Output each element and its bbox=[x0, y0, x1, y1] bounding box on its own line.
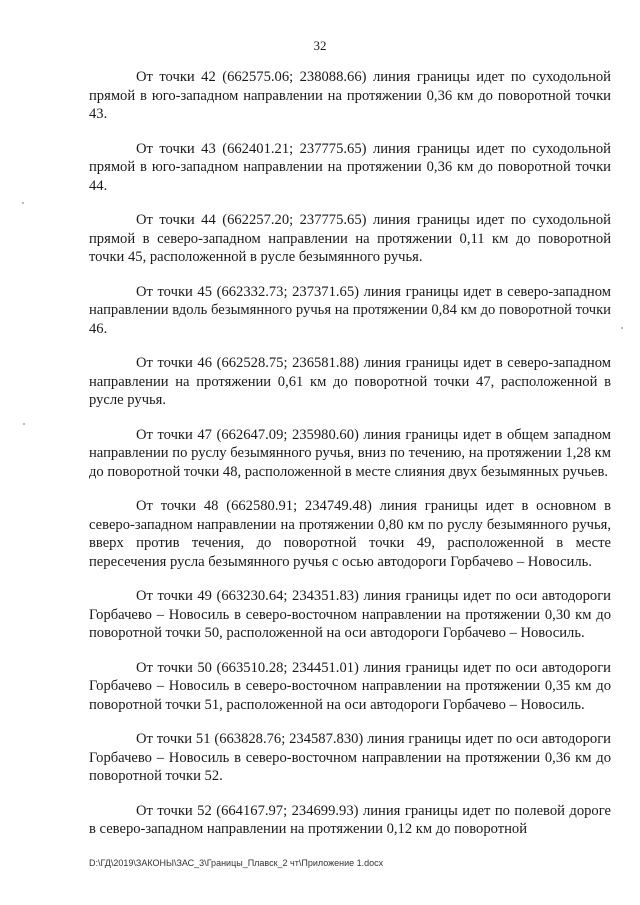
paragraph-point-47: От точки 47 (662647.09; 235980.60) линия границы идет в общем западном направлении по руслу безымянного ручья, вниз по течению, на протяжении 1,28 км до поворотной точки 48, расположенной в месте слияния двух безымянных ручьев. bbox=[89, 426, 611, 480]
scan-speck bbox=[23, 423, 25, 425]
file-path-footer: D:\ГД\2019\ЗАКОНЫ\ЗАС_3\Границы_Плавск_2 чт\Приложение 1.docx bbox=[89, 858, 384, 868]
scan-speck bbox=[621, 327, 623, 329]
paragraph-point-49: От точки 49 (663230.64; 234351.83) линия границы идет по оси автодороги Горбачево – Новосиль в северо-восточном направлении на протяжении 0,30 км до поворотной точки 50, расположенной на оси автодороги Горбачево – Новосиль. bbox=[89, 588, 611, 641]
paragraph-point-51: От точки 51 (663828.76; 234587.830) линия границы идет по оси автодороги Горбачево – Новосиль в северо-восточном направлении на протяжении 0,36 км до поворотной точки 52. bbox=[89, 731, 611, 784]
paragraph-point-48: От точки 48 (662580.91; 234749.48) линия границы идет в основном в северо-западном направлении на протяжении 0,80 км по руслу безымянного ручья, вверх против течения, до поворотной точки 49, расположенной в месте пересечения русла безымянного ручья с осью автодороги Горбачево – Новосиль. bbox=[89, 498, 611, 570]
paragraph-point-44: От точки 44 (662257.20; 237775.65) линия границы идет по суходольной прямой в северо-западном направлении на протяжении 0,11 км до поворотной точки 45, расположенной в русле безымянного ручья. bbox=[89, 212, 611, 265]
paragraph-point-42: От точки 42 (662575.06; 238088.66) линия границы идет по суходольной прямой в юго-западном направлении на протяжении 0,36 км до поворотной точки 43. bbox=[89, 69, 611, 122]
paragraph-point-50: От точки 50 (663510.28; 234451.01) линия границы идет по оси автодороги Горбачево – Новосиль в северо-восточном направлении на протяжении 0,35 км до поворотной точки 51, расположенной на оси автодороги Горбачево – Новосиль. bbox=[89, 659, 611, 713]
paragraph-point-43: От точки 43 (662401.21; 237775.65) линия границы идет по суходольной прямой в юго-западном направлении на протяжении 0,36 км до поворотной точки 44. bbox=[89, 140, 611, 194]
document-body bbox=[89, 68, 611, 855]
paragraph-point-45: От точки 45 (662332.73; 237371.65) линия границы идет в северо-западном направлении вдоль безымянного ручья на протяжении 0,84 км до поворотной точки 46. bbox=[89, 283, 611, 337]
page-number: 32 bbox=[313, 38, 327, 53]
scan-speck bbox=[22, 202, 24, 204]
paragraph-point-52: От точки 52 (664167.97; 234699.93) линия границы идет по полевой дороге в северо-западном направлении на протяжении 0,12 км до поворотной bbox=[89, 802, 611, 837]
paragraph-point-46: От точки 46 (662528.75; 236581.88) линия границы идет в северо-западном направлении на протяжении 0,61 км до поворотной точки 47, расположенной в русле ручья. bbox=[89, 355, 611, 408]
